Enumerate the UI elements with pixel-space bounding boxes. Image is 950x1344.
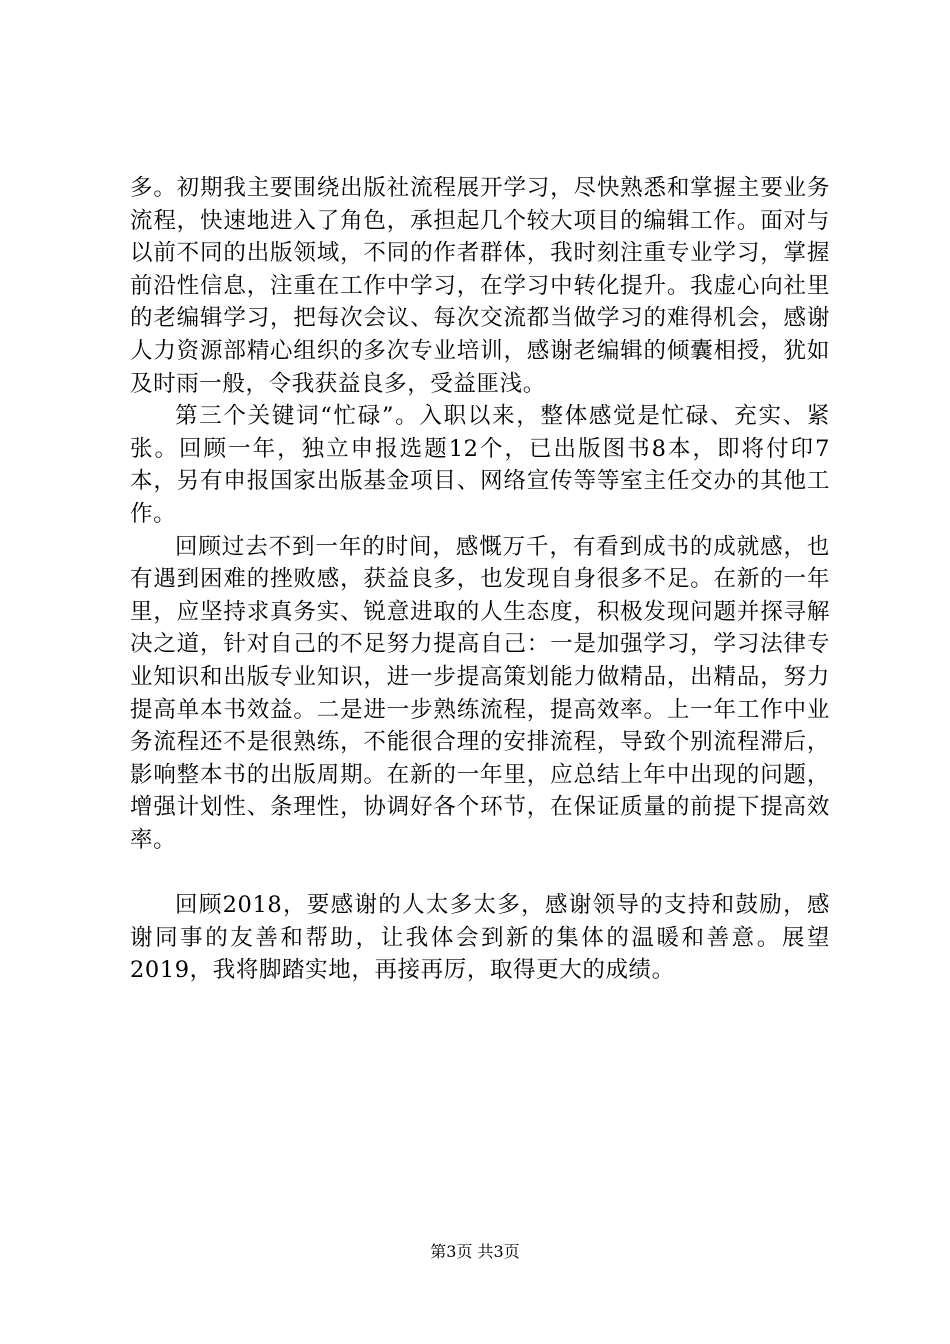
paragraph-closing: 回顾2018，要感谢的人太多太多，感谢领导的支持和鼓励，感谢同事的友善和帮助，让我体会到新的集体的温暖和善意。展望2019，我将脚踏实地，再接再厉，取得更大的成绩。 xyxy=(130,892,830,984)
document-body xyxy=(130,172,830,987)
paragraph-reflection: 回顾过去不到一年的时间，感慨万千，有看到成书的成就感，也有遇到困难的挫败感，获益良多，也发现自身很多不足。在新的一年里，应坚持求真务实、锐意进取的人生态度，积极发现问题并探寻解决之道，针对自己的不足努力提高自己：一是加强学习，学习法律专业知识和出版专业知识，进一步提高策划能力做精品，出精品，努力提高单本书效益。二是进一步熟练流程，提高效率。上一年工作中业务流程还不是很熟练，不能很合理的安排流程，导致个别流程滞后，影响整本书的出版周期。在新的一年里，应总结上年中出现的问题，增强计划性、条理性，协调好各个环节，在保证质量的前提下提高效率。 xyxy=(130,533,830,853)
paragraph-continuation: 多。初期我主要围绕出版社流程展开学习，尽快熟悉和掌握主要业务流程，快速地进入了角色，承担起几个较大项目的编辑工作。面对与以前不同的出版领域，不同的作者群体，我时刻注重专业学习，掌握前沿性信息，注重在工作中学习，在学习中转化提升。我虚心向社里的老编辑学习，把每次会议、每次交流都当做学习的难得机会，感谢人力资源部精心组织的多次专业培训，感谢老编辑的倾囊相授，犹如及时雨一般，令我获益良多，受益匪浅。 xyxy=(130,175,830,397)
page-footer: 第3页 共3页 xyxy=(430,1242,520,1261)
paragraph-keyword-busy: 第三个关键词“忙碌”。入职以来，整体感觉是忙碌、充实、紧张。回顾一年，独立申报选题12个，已出版图书8本，即将付印7本，另有申报国家出版基金项目、网络宣传等等室主任交办的其他工作。 xyxy=(130,403,830,527)
